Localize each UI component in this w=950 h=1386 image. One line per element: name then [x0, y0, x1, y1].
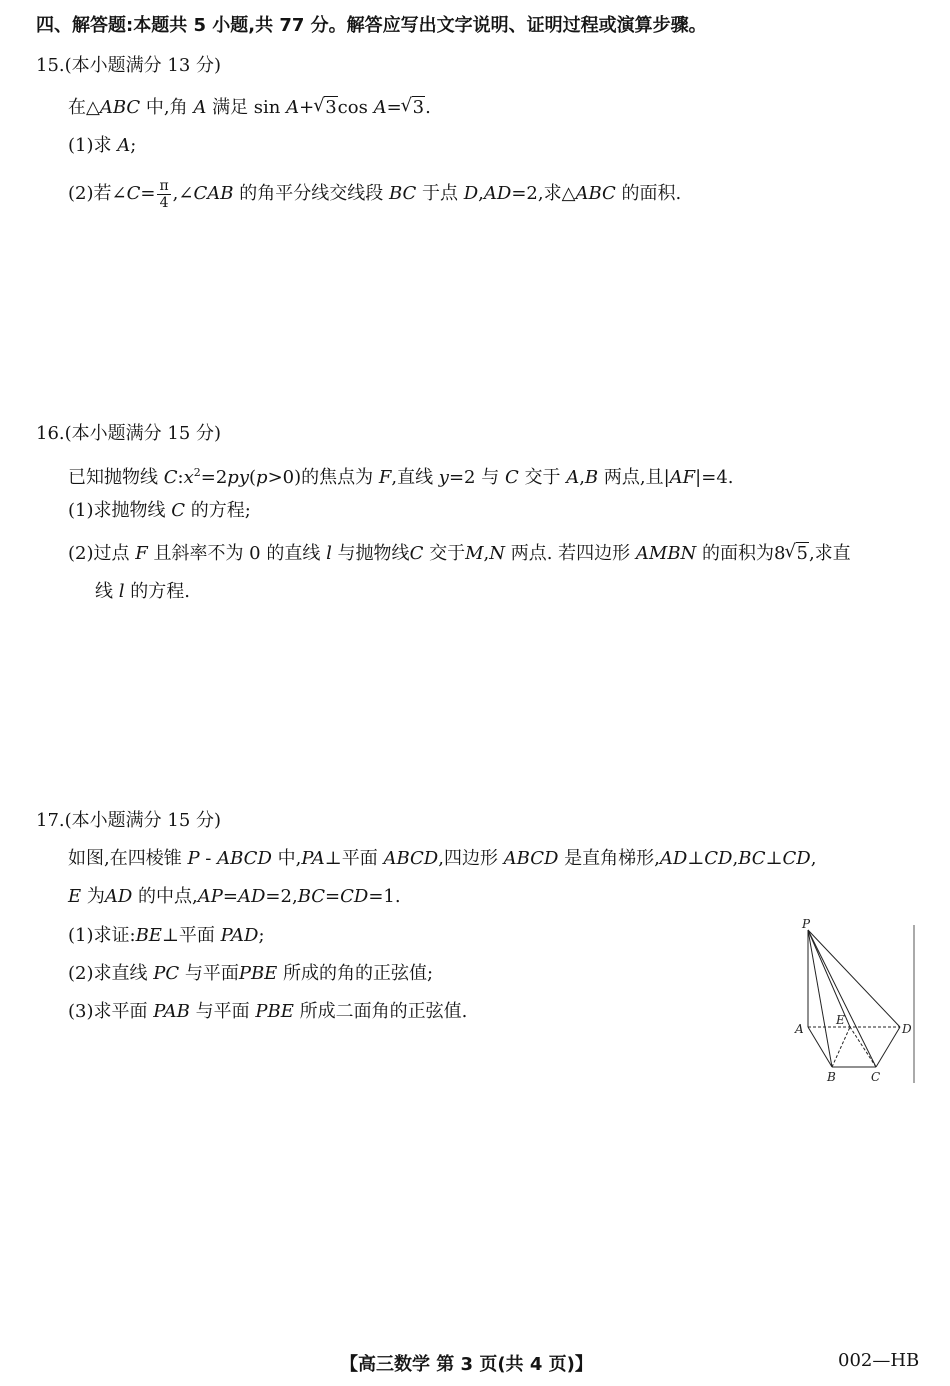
q17-part1: (1)求证:BE⊥平面 PAD; — [68, 925, 265, 946]
q16-stem: 已知抛物线 $C:x^2=2py(p>0)$的焦点为 F,直线 y=2 与 C 交于 A,B 两点,且|AF|=4. — [68, 466, 734, 488]
q17-stem-line1: 如图,在四棱锥 P - ABCD 中,PA⊥平面 ABCD,四边形 ABCD 是直角梯形,AD⊥CD,BC⊥CD, — [68, 848, 817, 869]
edge-pc — [808, 930, 876, 1067]
q16-part2-cont: 线 l 的方程. — [95, 581, 190, 602]
edge-ce-dashed — [850, 1027, 876, 1067]
q16-part2: (2)过点 F 且斜率不为 0 的直线 l 与抛物线C 交于M,N 两点. 若四边形 AMBN 的面积为8√ 5,求直 — [68, 542, 851, 566]
q16-header: 16.(本小题满分 15 分) — [36, 423, 222, 444]
label-c: C — [871, 1070, 881, 1084]
q17-stem-line2: E 为AD 的中点,AP=AD=2,BC=CD=1. — [68, 886, 401, 907]
q17-part2: (2)求直线 PC 与平面PBE 所成的角的正弦值; — [68, 963, 434, 984]
edge-cd — [876, 1027, 900, 1067]
page-footer: 【高三数学 第 3 页(共 4 页)】 — [340, 1354, 593, 1375]
paper-code: 002—HB — [838, 1350, 920, 1371]
q15-stem: 在△ABC 中,角 A 满足 sin A+√ 3cos A=√ 3. — [68, 96, 431, 120]
label-d: D — [902, 1022, 912, 1036]
label-p: P — [802, 917, 811, 931]
q16-part1: (1)求抛物线 C 的方程; — [68, 500, 251, 521]
edge-pd — [808, 930, 900, 1027]
section-header: 四、解答题:本题共 5 小题,共 77 分。解答应写出文字说明、证明过程或演算步骤。 — [36, 15, 707, 36]
q15-header: 15.(本小题满分 13 分) — [36, 55, 222, 76]
q15-part2: (2)若∠C= $\frac{\pi}{4}$ ,∠CAB 的角平分线交线段 BC 于点 D,AD=2,求△ABC 的面积. — [68, 177, 682, 211]
q17-part3: (3)求平面 PAB 与平面 PBE 所成二面角的正弦值. — [68, 1001, 468, 1022]
label-b: B — [827, 1070, 836, 1084]
label-a: A — [795, 1022, 804, 1036]
q17-header: 17.(本小题满分 15 分) — [36, 810, 222, 831]
label-e: E — [836, 1013, 845, 1027]
q15-part1: (1)求 A; — [68, 135, 137, 156]
pi-over-4-fraction: $\frac{\pi}{4}$ — [159, 177, 169, 211]
pyramid-figure — [788, 915, 920, 1085]
edge-be-dashed — [832, 1027, 850, 1067]
